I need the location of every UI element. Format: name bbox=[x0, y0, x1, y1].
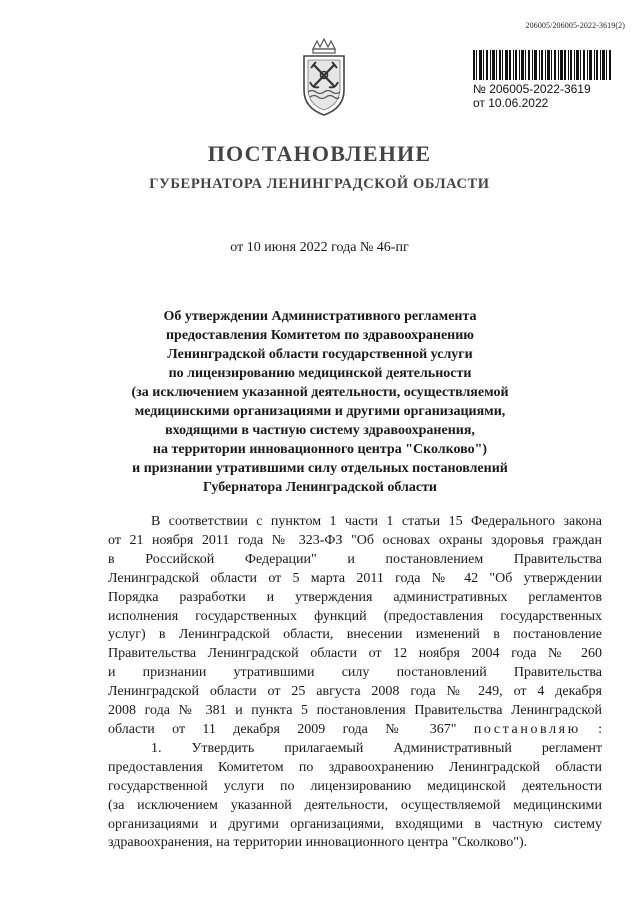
text-line: 2008 года № 381 и пункта 5 постановления Правительства Ленинградской bbox=[108, 703, 602, 719]
heading-line: и признании утратившими силу отдельных постановлений bbox=[132, 461, 508, 476]
document-title: ПОСТАНОВЛЕНИЕ bbox=[207, 141, 432, 166]
text-line: В соответствии с пунктом 1 части 1 статьи 15 Федерального закона bbox=[151, 514, 602, 529]
text-line: государственной услуги по лицензированию медицинской деятельности bbox=[108, 778, 602, 794]
text-line: от 21 ноября 2011 года № 323-ФЗ "Об основах охраны здоровья граждан bbox=[108, 532, 602, 548]
text-line: предоставления Комитетом по здравоохранению Ленинградской области bbox=[108, 759, 602, 775]
coat-of-arms-icon bbox=[300, 38, 348, 118]
text-line: исполнения государственных функций (предоставления государственных bbox=[108, 608, 602, 624]
heading-line: Губернатора Ленинградской области bbox=[203, 480, 437, 495]
registration-block bbox=[473, 50, 613, 110]
text-line: и признании утратившими силу постановлений Правительства bbox=[108, 665, 602, 681]
text-fragment: области от 11 декабря 2009 года № 367" bbox=[108, 721, 457, 737]
heading-line: Ленинградской области государственной услуги bbox=[167, 347, 473, 362]
text-fragment: : bbox=[598, 721, 603, 737]
heading-line: по лицензированию медицинской деятельности bbox=[168, 366, 472, 381]
text-line: здравоохранения, на территории инновационного центра "Сколково"). bbox=[108, 835, 528, 851]
resolve-word: постановляю bbox=[473, 721, 581, 737]
decree-heading bbox=[100, 307, 540, 497]
registration-number: № 206005-2022-3619 bbox=[473, 82, 591, 96]
text-line: Ленинградской области от 25 августа 2008 года № 249, от 4 декабря bbox=[108, 684, 602, 700]
text-line: Правительства Ленинградской области от 12 ноября 2004 года № 260 bbox=[108, 646, 602, 662]
clause-1-paragraph bbox=[108, 740, 602, 853]
preamble-paragraph bbox=[108, 513, 602, 740]
text-line: услуг) в Ленинградской области, внесении изменений в постановление bbox=[108, 627, 602, 643]
text-line bbox=[108, 721, 602, 740]
heading-line: предоставления Комитетом по здравоохранению bbox=[165, 328, 475, 343]
heading-line: на территории инновационного центра "Сколково") bbox=[152, 442, 488, 457]
text-line: в Российской Федерации" и постановлением Правительства bbox=[108, 551, 602, 567]
text-line: (за исключением указанной деятельности, осуществляемой медицинскими bbox=[108, 797, 602, 813]
text-line: Ленинградской области от 5 марта 2011 года № 42 "Об утверждении bbox=[108, 570, 602, 586]
page-reference-code: 206005/206005-2022-3619(2) bbox=[525, 21, 625, 30]
registration-date: от 10.06.2022 bbox=[473, 96, 549, 110]
heading-line: Об утверждении Административного регламента bbox=[163, 309, 477, 324]
text-line: организациями и другими организациями, входящими в частную систему bbox=[108, 816, 602, 832]
decree-date-number: от 10 июня 2022 года № 46-пг bbox=[230, 240, 409, 255]
text-line: Порядка разработки и утверждения административных регламентов bbox=[108, 589, 602, 605]
text-line: 1. Утвердить прилагаемый Административный регламент bbox=[151, 740, 602, 756]
heading-line: медицинскими организациями и другими организациями, bbox=[134, 404, 506, 419]
barcode-icon bbox=[473, 50, 611, 80]
document-subtitle: ГУБЕРНАТОРА ЛЕНИНГРАДСКОЙ ОБЛАСТИ bbox=[149, 176, 490, 192]
decree-body bbox=[108, 513, 602, 853]
heading-line: входящими в частную систему здравоохранения, bbox=[165, 423, 475, 438]
heading-line: (за исключением указанной деятельности, осуществляемой bbox=[131, 385, 509, 400]
